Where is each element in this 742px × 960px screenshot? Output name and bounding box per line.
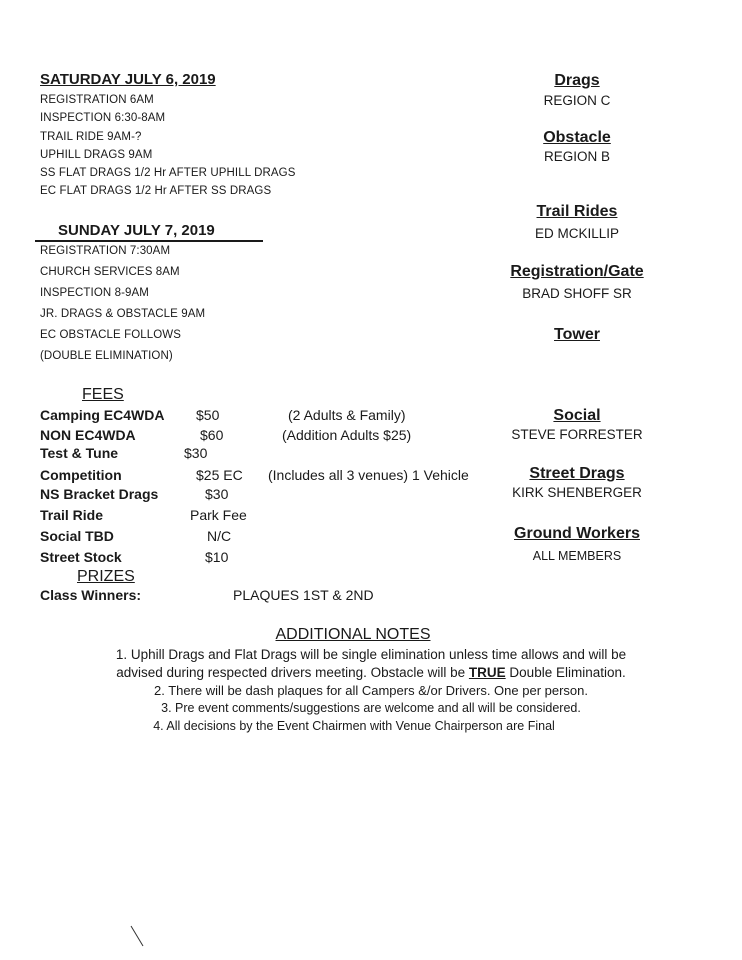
notes-title: ADDITIONAL NOTES: [275, 626, 431, 643]
chair-title: Trail Rides: [536, 203, 618, 220]
chair-title: Registration/Gate: [510, 263, 644, 280]
chair-title: Drags: [554, 72, 600, 89]
note-4: 4. All decisions by the Event Chairmen with Venue Chairperson are Final: [153, 719, 555, 733]
sunday-item: INSPECTION 8-9AM: [40, 287, 149, 299]
note-1-line-2-pre: advised during respected drivers meeting. Obstacle will be: [116, 665, 469, 680]
fee-price: $30: [184, 445, 208, 461]
chair-name: BRAD SHOFF SR: [522, 286, 632, 301]
note-1-line-2: [0, 665, 742, 680]
fee-label: Street Stock: [40, 549, 122, 565]
fee-price: $50: [196, 407, 220, 423]
sunday-underline: [35, 240, 263, 242]
prizes-label: Class Winners:: [40, 587, 142, 603]
saturday-item: INSPECTION 6:30-8AM: [40, 112, 166, 124]
scan-mark-icon: [128, 924, 148, 950]
fee-label: Trail Ride: [40, 507, 104, 523]
chair-title: Tower: [554, 326, 600, 343]
fee-price: $25 EC: [196, 467, 243, 483]
prizes-title: PRIZES: [77, 568, 135, 585]
fee-note: (Addition Adults $25): [282, 427, 412, 443]
chair-name: REGION B: [543, 149, 610, 164]
fee-note: (Includes all 3 venues) 1 Vehicle: [268, 467, 469, 483]
chair-name: ALL MEMBERS: [532, 549, 622, 563]
saturday-item: TRAIL RIDE 9AM-?: [40, 131, 142, 143]
sunday-item: CHURCH SERVICES 8AM: [40, 266, 180, 278]
sunday-item: REGISTRATION 7:30AM: [40, 245, 171, 257]
chair-title: Ground Workers: [514, 525, 640, 542]
saturday-item: REGISTRATION 6AM: [40, 94, 154, 106]
note-1-true-emphasis: TRUE: [468, 665, 506, 680]
sunday-title: SUNDAY JULY 7, 2019: [58, 222, 215, 239]
fee-note: (2 Adults & Family): [288, 407, 406, 423]
chair-name: ED MCKILLIP: [534, 226, 620, 241]
saturday-item: EC FLAT DRAGS 1/2 Hr AFTER SS DRAGS: [40, 185, 272, 197]
chair-name: REGION C: [543, 93, 611, 108]
fee-label: Social TBD: [40, 528, 114, 544]
fee-label: Test & Tune: [40, 445, 119, 461]
fee-price: $30: [205, 486, 229, 502]
fees-title: FEES: [82, 386, 124, 403]
sunday-item: EC OBSTACLE FOLLOWS: [40, 329, 181, 341]
chair-title: Street Drags: [529, 465, 625, 482]
fee-price: N/C: [207, 528, 232, 544]
note-1-line-2-post: Double Elimination.: [505, 665, 626, 680]
sunday-item: (DOUBLE ELIMINATION): [40, 350, 173, 362]
fee-price: $10: [205, 549, 229, 565]
fee-price: Park Fee: [190, 507, 247, 523]
fee-label: NON EC4WDA: [40, 427, 136, 443]
chair-title: Obstacle: [543, 129, 611, 146]
fee-label: Competition: [40, 467, 122, 483]
saturday-item: SS FLAT DRAGS 1/2 Hr AFTER UPHILL DRAGS: [40, 167, 296, 179]
chair-name: STEVE FORRESTER: [511, 427, 643, 442]
saturday-title: SATURDAY JULY 6, 2019: [40, 71, 216, 88]
chair-name: KIRK SHENBERGER: [512, 485, 642, 500]
note-2: 2. There will be dash plaques for all Campers &/or Drivers. One per person.: [153, 683, 588, 698]
saturday-item: UPHILL DRAGS 9AM: [40, 149, 153, 161]
note-1-line-1: 1. Uphill Drags and Flat Drags will be single elimination unless time allows and will be: [115, 647, 627, 662]
chair-title: Social: [553, 407, 601, 424]
sunday-item: JR. DRAGS & OBSTACLE 9AM: [40, 308, 206, 320]
note-3: 3. Pre event comments/suggestions are welcome and all will be considered.: [161, 701, 581, 715]
fee-label: NS Bracket Drags: [40, 486, 159, 502]
fee-label: Camping EC4WDA: [40, 407, 165, 423]
fee-price: $60: [200, 427, 224, 443]
prizes-value: PLAQUES 1ST & 2ND: [233, 587, 374, 603]
